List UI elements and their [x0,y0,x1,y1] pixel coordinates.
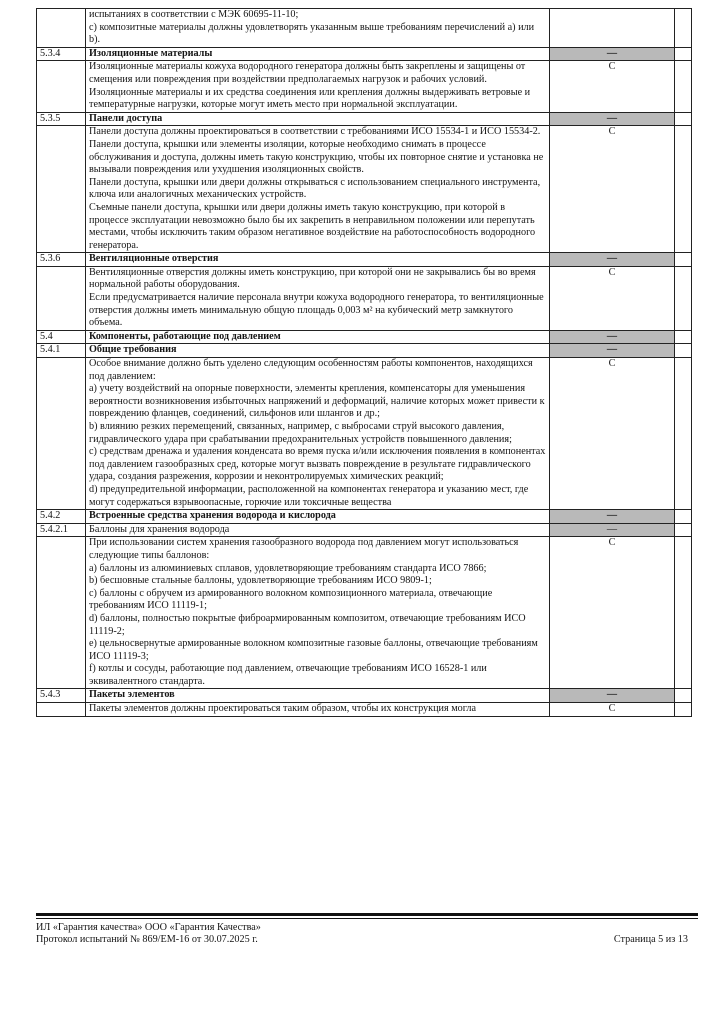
margin-cell [675,358,692,510]
requirement-paragraph: Пакеты элементов должны проектироваться таким образом, чтобы их конструкция могла [89,703,477,715]
result-cell: С [550,266,675,330]
result-cell: — [550,330,675,344]
margin-cell [675,689,692,703]
footer-rule-thin [36,918,698,919]
clause-number-cell [37,126,86,253]
requirement-paragraph: Панели доступа должны проектироваться в соответствии с требованиями ИСО 15534-1 и ИСО 15534-2. [89,126,541,138]
result-cell: — [550,344,675,358]
requirement-paragraph: с) средствам дренажа и удаления конденсата во время пуска и/или исключения появления в компонентах под давлением газообразных сред, которые могут вызвать повреждение в результате гидравлического удара, создания разрежения, коррозии и неконтролируемых химических реакций; [89,446,546,483]
section-header-row [37,344,692,358]
section-title-cell: Изоляционные материалы [86,47,550,61]
requirement-paragraph: Панели доступа, крышки или элементы изоляции, которые необходимо снимать в процессе обслуживания и доступа, должны иметь такую конструкцию, чтобы их повторное снятие и установка не вызывали повреждения или ухудшения изоляционных свойств. [89,138,544,176]
requirement-paragraph: Вентиляционные отверстия должны иметь конструкцию, при которой они не закрывались бы во время нормальной работы оборудования. [89,266,536,291]
clause-number-cell [37,9,86,48]
section-header-row [37,47,692,61]
clause-number-cell: 5.4.3 [37,689,86,703]
result-cell [550,9,675,48]
requirement-paragraph: с) баллоны с обручем из армированного волокном композиционного материала, отвечающие требованиям ИСО 11119-1; [89,587,493,612]
requirement-paragraph: b) бесшовные стальные баллоны, удовлетворяющие требованиям ИСО 9809-1; [89,575,432,587]
requirement-paragraph: испытаниях в соответствии с МЭК 60695-11-10; [89,9,299,20]
section-title-cell: Компоненты, работающие под давлением [86,330,550,344]
requirement-row [37,703,692,717]
requirement-row [37,358,692,510]
result-cell: С [550,703,675,717]
margin-cell [675,112,692,126]
clause-number-cell: 5.3.4 [37,47,86,61]
requirement-paragraph: Если предусматривается наличие персонала внутри кожуха водородного генератора, то вентиляционные отверстия должны иметь минимальную общую площадь 0,003 м² на кубический метр замкнутого объема. [89,292,544,329]
section-header-row [37,112,692,126]
requirement-text-cell [86,61,550,112]
requirement-text-cell [86,9,550,48]
result-cell: — [550,523,675,537]
requirement-row [37,9,692,48]
margin-cell [675,253,692,267]
requirements-table-body [37,9,692,717]
margin-cell [675,61,692,112]
result-cell: С [550,126,675,253]
result-cell: — [550,112,675,126]
clause-number-cell [37,703,86,717]
requirement-text-cell [86,358,550,510]
clause-number-cell: 5.4.2 [37,510,86,524]
clause-number-cell: 5.4.1 [37,344,86,358]
requirement-paragraph: Съемные панели доступа, крышки или двери должны иметь такую конструкцию, при которой в процессе эксплуатации невозможно было бы их закрепить в неправильном положении или перепутать местами, чтобы исключить таким образом негативное воздействие на работоспособность водородного генератора. [89,201,536,251]
requirement-text-cell [86,126,550,253]
clause-number-cell: 5.4 [37,330,86,344]
section-header-row [37,523,692,537]
footer-protocol-number: Протокол испытаний № 869/ЕМ-16 от 30.07.2025 г. [36,934,258,946]
requirements-table [36,8,692,717]
clause-number-cell [37,537,86,689]
section-header-row [37,510,692,524]
requirement-text-cell [86,537,550,689]
section-title-cell: Общие требования [86,344,550,358]
margin-cell [675,9,692,48]
requirement-text-cell [86,266,550,330]
requirement-paragraph: Панели доступа, крышки или двери должны открываться с использованием специального инструмента, ключа или аналогичных механических устройств. [89,176,541,201]
requirement-row [37,537,692,689]
requirement-paragraph: Изоляционные материалы кожуха водородного генератора должны быть закреплены и защищены от смещения или повреждения при воздействии предполагаемых нагрузок и рабочих условий. [89,61,526,85]
requirement-paragraph: с) композитные материалы должны удовлетворять указанным выше требованиям перечислений а) или b). [89,21,535,46]
result-cell: — [550,689,675,703]
section-title-cell: Вентиляционные отверстия [86,253,550,267]
page-footer [36,922,692,947]
footer-rule-thick [36,913,698,916]
requirement-paragraph: Особое внимание должно быть уделено следующим особенностям работы компонентов, находящихся под давлением: [89,358,533,382]
requirement-paragraph: а) учету воздействий на опорные поверхности, элементы крепления, компенсаторы для уменьшения вероятности возникновения избыточных напряжений и деформаций, наличие которых может привести к повреждению фланцев, соединений, сильфонов или шлангов и др.; [89,383,545,420]
result-cell: — [550,47,675,61]
footer-lab-name: ИЛ «Гарантия качества» ООО «Гарантия Качества» [36,922,261,933]
section-header-row [37,253,692,267]
result-cell: С [550,537,675,689]
requirement-paragraph: а) баллоны из алюминиевых сплавов, удовлетворяющие требованиям стандарта ИСО 7866; [89,562,487,574]
clause-number-cell: 5.3.5 [37,112,86,126]
requirements-table-container [36,8,692,717]
requirement-paragraph: Изоляционные материалы и их средства соединения или крепления должны выдерживать ветровые и температурные нагрузки, которые могут иметь место при нормальной эксплуатации. [89,86,531,111]
margin-cell [675,266,692,330]
requirement-paragraph: d) баллоны, полностью покрытые фиброармированным композитом, отвечающие требованиям ИСО 11119-2; [89,612,526,637]
clause-number-cell [37,61,86,112]
clause-number-cell: 5.3.6 [37,253,86,267]
section-title-cell: Баллоны для хранения водорода [86,523,550,537]
requirement-paragraph: f) котлы и сосуды, работающие под давлением, отвечающие требованиям ИСО 16528-1 или эквивалентного стандарта. [89,663,487,687]
result-cell: — [550,510,675,524]
section-title-cell: Пакеты элементов [86,689,550,703]
result-cell: С [550,358,675,510]
margin-cell [675,523,692,537]
margin-cell [675,703,692,717]
result-cell: — [550,253,675,267]
requirement-paragraph: е) цельносвернутые армированные волокном композитные газовые баллоны, отвечающие требованиям ИСО 11119-3; [89,638,538,662]
clause-number-cell: 5.4.2.1 [37,523,86,537]
margin-cell [675,344,692,358]
margin-cell [675,330,692,344]
clause-number-cell [37,266,86,330]
result-cell: С [550,61,675,112]
section-title-cell: Встроенные средства хранения водорода и кислорода [86,510,550,524]
margin-cell [675,537,692,689]
section-title-cell: Панели доступа [86,112,550,126]
requirement-text-cell [86,703,550,717]
margin-cell [675,510,692,524]
requirement-row [37,61,692,112]
section-header-row [37,689,692,703]
requirement-paragraph: d) предупредительной информации, расположенной на компонентах генератора и указанию мест, где могут содержаться взрывоопасные, горючие или токсичные вещества [89,483,529,508]
requirement-paragraph: b) влиянию резких перемещений, связанных, например, с выбросами струй высокого давления, гидравлического удара при срабатывании предохранительных устройств повышенного давления; [89,421,512,445]
requirement-row [37,126,692,253]
clause-number-cell [37,358,86,510]
footer-page-number: Страница 5 из 13 [613,934,688,945]
requirement-paragraph: При использовании систем хранения газообразного водорода под давлением могут использоваться следующие типы баллонов: [89,537,519,561]
margin-cell [675,47,692,61]
section-header-row [37,330,692,344]
margin-cell [675,126,692,253]
requirement-row [37,266,692,330]
